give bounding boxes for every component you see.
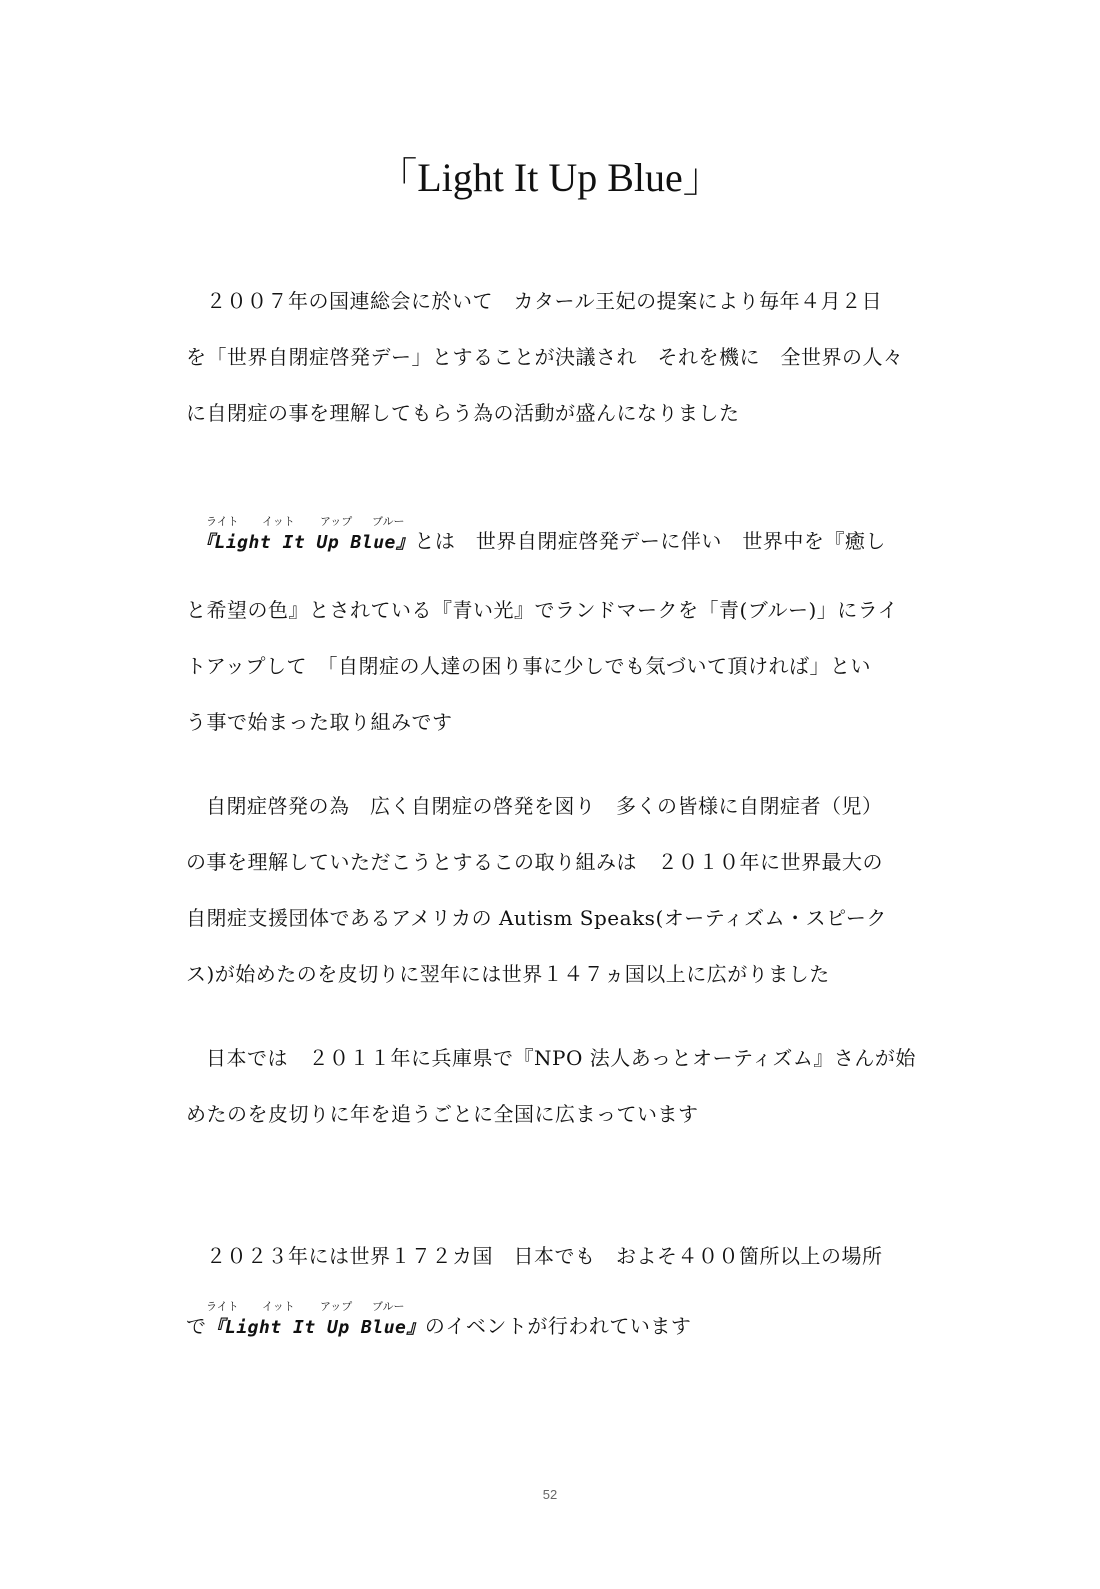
page-number: 52 bbox=[542, 1487, 558, 1502]
paragraph-3-line-3: 自閉症支援団体であるアメリカの Autism Speaks(オーティズム・スピーク bbox=[186, 906, 887, 930]
paragraph-5-line-1: ２０２３年には世界１７２カ国 日本でも およそ４００箇所以上の場所 bbox=[206, 1244, 883, 1268]
paragraph-1-line-2: を「世界自閉症啓発デー」とすることが決議され それを機に 全世界の人々 bbox=[186, 345, 904, 369]
paragraph-2-line-1-text: とは 世界自閉症啓発デーに伴い 世界中を『癒し bbox=[414, 529, 886, 553]
ruby-up-2: アップ bbox=[320, 1300, 353, 1313]
paragraph-2-line-1 bbox=[196, 526, 886, 558]
ruby-up: アップ bbox=[320, 515, 353, 528]
paragraph-4-line-2: めたのを皮切りに年を追うごとに全国に広まっています bbox=[186, 1102, 699, 1126]
ruby-blue: ブルー bbox=[372, 515, 405, 528]
paragraph-3-line-1: 自閉症啓発の為 広く自閉症の啓発を図り 多くの皆様に自閉症者（児） bbox=[206, 794, 883, 818]
paragraph-5-line-2-text: のイベントが行われています bbox=[424, 1314, 692, 1338]
page-title: 「Light It Up Blue」 bbox=[377, 155, 723, 200]
paragraph-2-line-2: と希望の色』とされている『青い光』でランドマークを「青(ブルー)」にライ bbox=[186, 598, 899, 622]
ruby-blue-2: ブルー bbox=[372, 1300, 405, 1313]
paragraph-2-line-4: う事で始まった取り組みです bbox=[186, 710, 453, 734]
paragraph-4-line-1: 日本では ２０１１年に兵庫県で『NPO 法人あっとオーティズム』さんが始 bbox=[206, 1046, 916, 1070]
ruby-light-2: ライト bbox=[206, 1300, 239, 1313]
light-it-up-blue-emphasis-2: 『Light It Up Blue』 bbox=[206, 1317, 425, 1338]
paragraph-5-line-2 bbox=[186, 1311, 691, 1343]
paragraph-1-line-3: に自閉症の事を理解してもらう為の活動が盛んになりました bbox=[186, 401, 740, 425]
paragraph-3-line-2: の事を理解していただこうとするこの取り組みは ２０１０年に世界最大の bbox=[186, 850, 883, 874]
light-it-up-blue-emphasis: 『Light It Up Blue』 bbox=[196, 532, 415, 553]
ruby-it-2: イット bbox=[262, 1300, 295, 1313]
ruby-light: ライト bbox=[206, 515, 239, 528]
paragraph-5-line-2-prefix: で bbox=[186, 1314, 207, 1338]
ruby-it: イット bbox=[262, 515, 295, 528]
paragraph-3-line-4: ス)が始めたのを皮切りに翌年には世界１４７ヵ国以上に広がりました bbox=[186, 962, 830, 986]
paragraph-2-line-3: トアップして 「自閉症の人達の困り事に少しでも気づいて頂ければ」とい bbox=[186, 654, 871, 678]
paragraph-1-line-1: ２００７年の国連総会に於いて カタール王妃の提案により毎年４月２日 bbox=[206, 289, 883, 313]
